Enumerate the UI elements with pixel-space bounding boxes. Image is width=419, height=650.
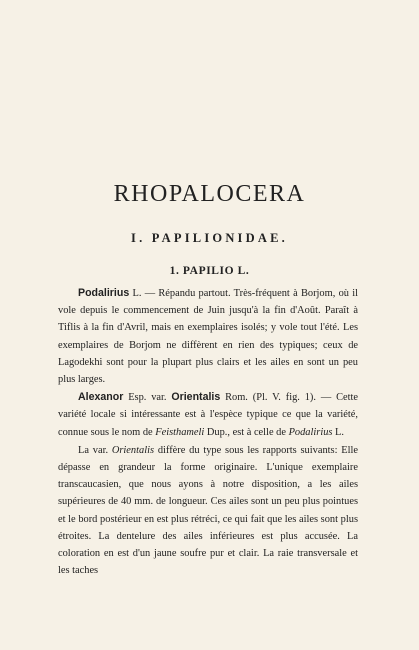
body-text [58, 285, 358, 579]
family-heading: I. PAPILIONIDAE. [131, 231, 288, 245]
paragraph-text: La var. [78, 444, 112, 456]
paragraph-text: Rom. (Pl. V. fig. 1). — Cette variété locale si intéressante est à l'espèce typique ce que la variété, connue sous le nom de [58, 392, 358, 438]
section-title: RHOPALOCERA [113, 181, 306, 207]
italic-name: Feisthameli [155, 426, 205, 438]
paragraph-text: diffère du type sous les rapports suivants: Elle dépasse en grandeur la forme originaire. L'unique exemplaire transcaucasien, que nous ayons à notre disposition, a les ailes supérieures de 40 mm. de longueur. Ces ailes sont un peu plus pointues et le bord postérieur en est plus rétréci, ce qui fait que les ailes sont plus étroites. La dentelure des ailes inférieures est plus accusée. La coloration en est d'un jaune soufre pur et clair. La raie transversale et les taches [58, 444, 359, 577]
paragraph-text: Dup., est à celle de [204, 426, 289, 438]
variety-name: Orientalis [171, 391, 221, 404]
italic-name: Orientalis [111, 444, 155, 456]
paragraph-alexanor [58, 389, 358, 441]
paragraph-text: L. [332, 426, 344, 438]
species-name: Podalirius [78, 287, 130, 299]
paragraph-podalirius [58, 285, 358, 388]
paragraph-variety-description [58, 442, 358, 580]
paragraph-text: Esp. var. [123, 392, 172, 404]
italic-name: Podalirius [288, 426, 333, 438]
species-name: Alexanor [78, 391, 124, 404]
paragraph-text: L. — Répandu partout. Très-fréquent à Borjom, où il vole depuis le commencement de Juin jusqu'à la fin d'Août. Paraît à Tiflis à la fin d'Avril, mais en exemplaires isolés; y vole tout l'été. Les exemplaires de Borjom ne diffèrent en rien des typiques; ceux de Lagodekhi sont pour la plupart plus clairs et les ailes en sont un peu plus larges. [58, 288, 358, 386]
genus-heading: 1. PAPILIO L. [169, 265, 250, 277]
